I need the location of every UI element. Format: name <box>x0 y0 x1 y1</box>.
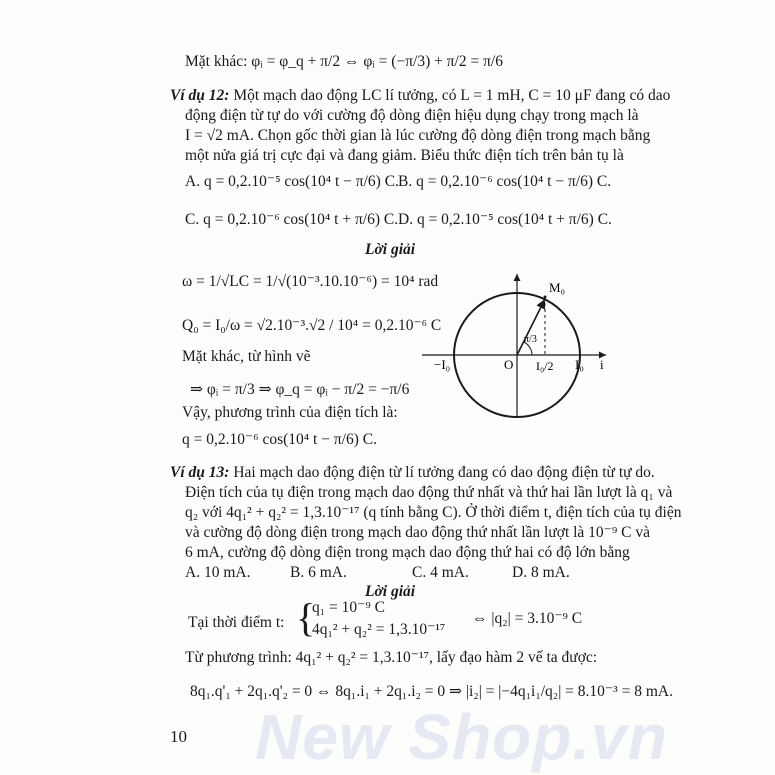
ex13-sol-line3: 8q₁.q'₁ + 2q₁.q'₂ = 0 ⇔ 8q₁.i₁ + 2q₁.i₂ = 0 ⇒ |i₂| = |−4q₁i₁/q₂| = 8.10⁻³ = 8 mA. <box>190 683 673 700</box>
ex13-line2: Điện tích của tụ điện trong mạch dao động thứ nhất và thứ hai lần lượt là q₁ và <box>185 484 673 501</box>
m0-vector <box>517 299 545 355</box>
ex12-text1: Một mạch dao động LC lí tưởng, có L = 1 mH, C = 10 μF đang có dao <box>233 87 671 104</box>
ex12-line4: một nửa giá trị cực đại và đang giảm. Biểu thức điện tích trên bản tụ là <box>185 147 624 164</box>
ex13-line3: q₂ với 4q₁² + q₂² = 1,3.10⁻¹⁷ (q tính bằng C). Ở thời điểm t, điện tích của tụ điện <box>185 504 682 521</box>
neg-i0-label: −I₀ <box>434 357 451 372</box>
ex13-line4: và cường độ dòng điện trong mạch dao động thứ nhất lần lượt là 10⁻⁹ C và <box>185 524 650 541</box>
ex13-sol-result: ⇔ |q₂| = 3.10⁻⁹ C <box>472 610 583 627</box>
m0-point <box>544 296 547 299</box>
ex12-q0-line: Q₀ = I₀/ω = √2.10⁻³.√2 / 10⁴ = 0,2.10⁻⁶ C <box>182 317 442 334</box>
ex13-line1 <box>170 463 655 483</box>
ex12-line3: I = √2 mA. Chọn gốc thời gian là lúc cường độ dòng điện trong mạch bằng <box>185 127 651 144</box>
system-brace: { <box>296 595 316 640</box>
ex13-sol-q1: q₁ = 10⁻⁹ C <box>312 599 385 616</box>
phasor-diagram <box>420 270 610 420</box>
ex13-option-a: A. 10 mA. <box>185 564 251 581</box>
ex13-sol-prefix: Tại thời điểm t: <box>188 614 285 631</box>
ex13-option-c: C. 4 mA. <box>412 564 469 581</box>
ex13-sol-line2: Từ phương trình: 4q₁² + q₂² = 1,3.10⁻¹⁷, lấy đạo hàm 2 vế ta được: <box>185 649 598 666</box>
ex12-line1 <box>170 86 670 106</box>
i0-label: I₀ <box>575 357 584 372</box>
origin-label: O <box>504 357 514 372</box>
ex12-sol-line5: Vậy, phương trình của điện tích là: <box>182 404 398 421</box>
ex13-option-b: B. 6 mA. <box>290 564 347 581</box>
ex12-option-b: B. q = 0,2.10⁻⁶ cos(10⁴ t − π/6) C. <box>398 173 612 190</box>
ex13-text1: Hai mạch dao động điện từ lí tưởng đang có dao động điện từ tự do. <box>233 464 655 481</box>
ex12-option-a: A. q = 0,2.10⁻⁵ cos(10⁴ t − π/6) C. <box>185 173 399 190</box>
ex12-option-d: D. q = 0,2.10⁻⁵ cos(10⁴ t + π/6) C. <box>398 211 612 228</box>
ex12-line2: động điện từ tự do với cường độ dòng điện hiệu dụng chạy trong mạch là <box>185 107 639 124</box>
ex13-sol-eq: 4q₁² + q₂² = 1,3.10⁻¹⁷ <box>312 621 446 638</box>
ex13-label: Ví dụ 13: <box>170 464 230 481</box>
ex12-option-c: C. q = 0,2.10⁻⁶ cos(10⁴ t + π/6) C. <box>185 211 399 228</box>
ex12-label: Ví dụ 12: <box>170 87 230 104</box>
ex13-option-d: D. 8 mA. <box>512 564 570 581</box>
ex13-line5: 6 mA, cường độ dòng điện trong mạch dao động thứ hai có độ lớn bằng <box>185 544 630 561</box>
ex12-sol-line3: Mặt khác, từ hình vẽ <box>182 348 311 365</box>
ex12-solution-title: Lời giải <box>365 241 416 258</box>
angle-label: π/3 <box>524 334 537 345</box>
page-number: 10 <box>170 727 187 746</box>
ex13-solution-title: Lời giải <box>365 583 416 600</box>
m0-label: M₀ <box>549 280 566 295</box>
half-i0-label: I₀/2 <box>536 359 554 373</box>
watermark: New Shop.vn <box>255 701 668 773</box>
top-equation-line: Mặt khác: φᵢ = φ_q + π/2 ⇔ φᵢ = (−π/3) + π/2 = π/6 <box>185 53 503 70</box>
ex12-sol-line4: ⇒ φᵢ = π/3 ⇒ φ_q = φᵢ − π/2 = −π/6 <box>190 381 410 398</box>
axis-i-label: i <box>600 357 604 372</box>
ex12-omega-line: ω = 1/√LC = 1/√(10⁻³.10.10⁻⁶) = 10⁴ rad <box>182 273 439 290</box>
ex12-sol-line6: q = 0,2.10⁻⁶ cos(10⁴ t − π/6) C. <box>182 431 377 448</box>
